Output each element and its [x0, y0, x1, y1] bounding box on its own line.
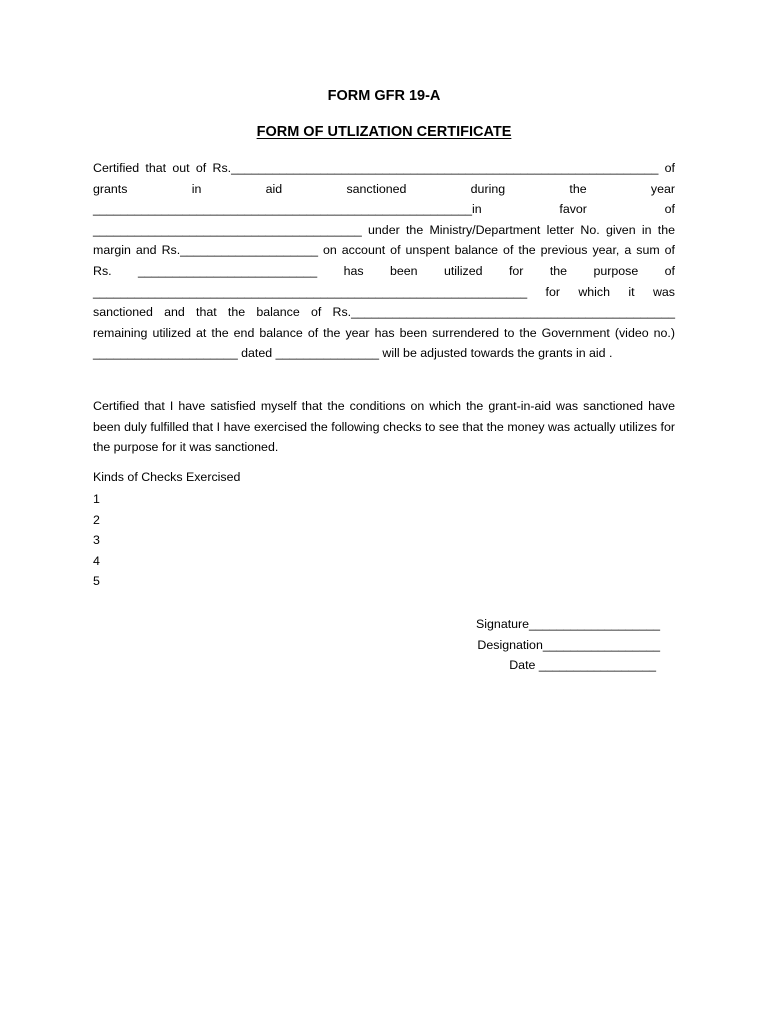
check-item: 5 — [93, 574, 100, 589]
check-item: 1 — [93, 492, 100, 506]
check-item: 4 — [93, 553, 100, 568]
checks-list — [93, 489, 100, 592]
signature-line: Signature___________________ — [476, 617, 660, 631]
signature-block — [420, 614, 660, 676]
date-line: Date _________________ — [509, 658, 656, 673]
form-title-text: FORM OF UTLIZATION CERTIFICATE — [256, 124, 512, 140]
certificate-paragraph-2: Certified that I have satisfied myself that the conditions on which the grant-in-aid was sanctioned have been duly fulfilled that I have exercised the following checks to see that the money was actually utilizes for the purpose for it was sanctioned. — [93, 399, 675, 455]
checks-heading: Kinds of Checks Exercised — [93, 470, 241, 484]
certificate-paragraph-1: Certified that out of Rs.______________________________________________________________ of grants in aid sanctioned during the year _______________________________________________________in favor of _______________________________________ under the Ministry/Department letter No. given in the margin and Rs.____________________ on account of unspent balance of the previous year, a sum of Rs. __________________________ has been utilized for the purpose of _______________________________________________________________ for which it was sanctioned and that the balance of Rs._______________________________________________ remaining utilized at the end balance of the year has been surrendered to the Government (video no.) _____________________ dated _______________ will be adjusted towards the grants in aid . — [93, 161, 675, 361]
form-title — [0, 124, 768, 140]
form-number: FORM GFR 19-A — [327, 88, 441, 104]
check-item: 3 — [93, 533, 100, 548]
check-item: 2 — [93, 512, 100, 527]
designation-line: Designation_________________ — [477, 637, 660, 652]
